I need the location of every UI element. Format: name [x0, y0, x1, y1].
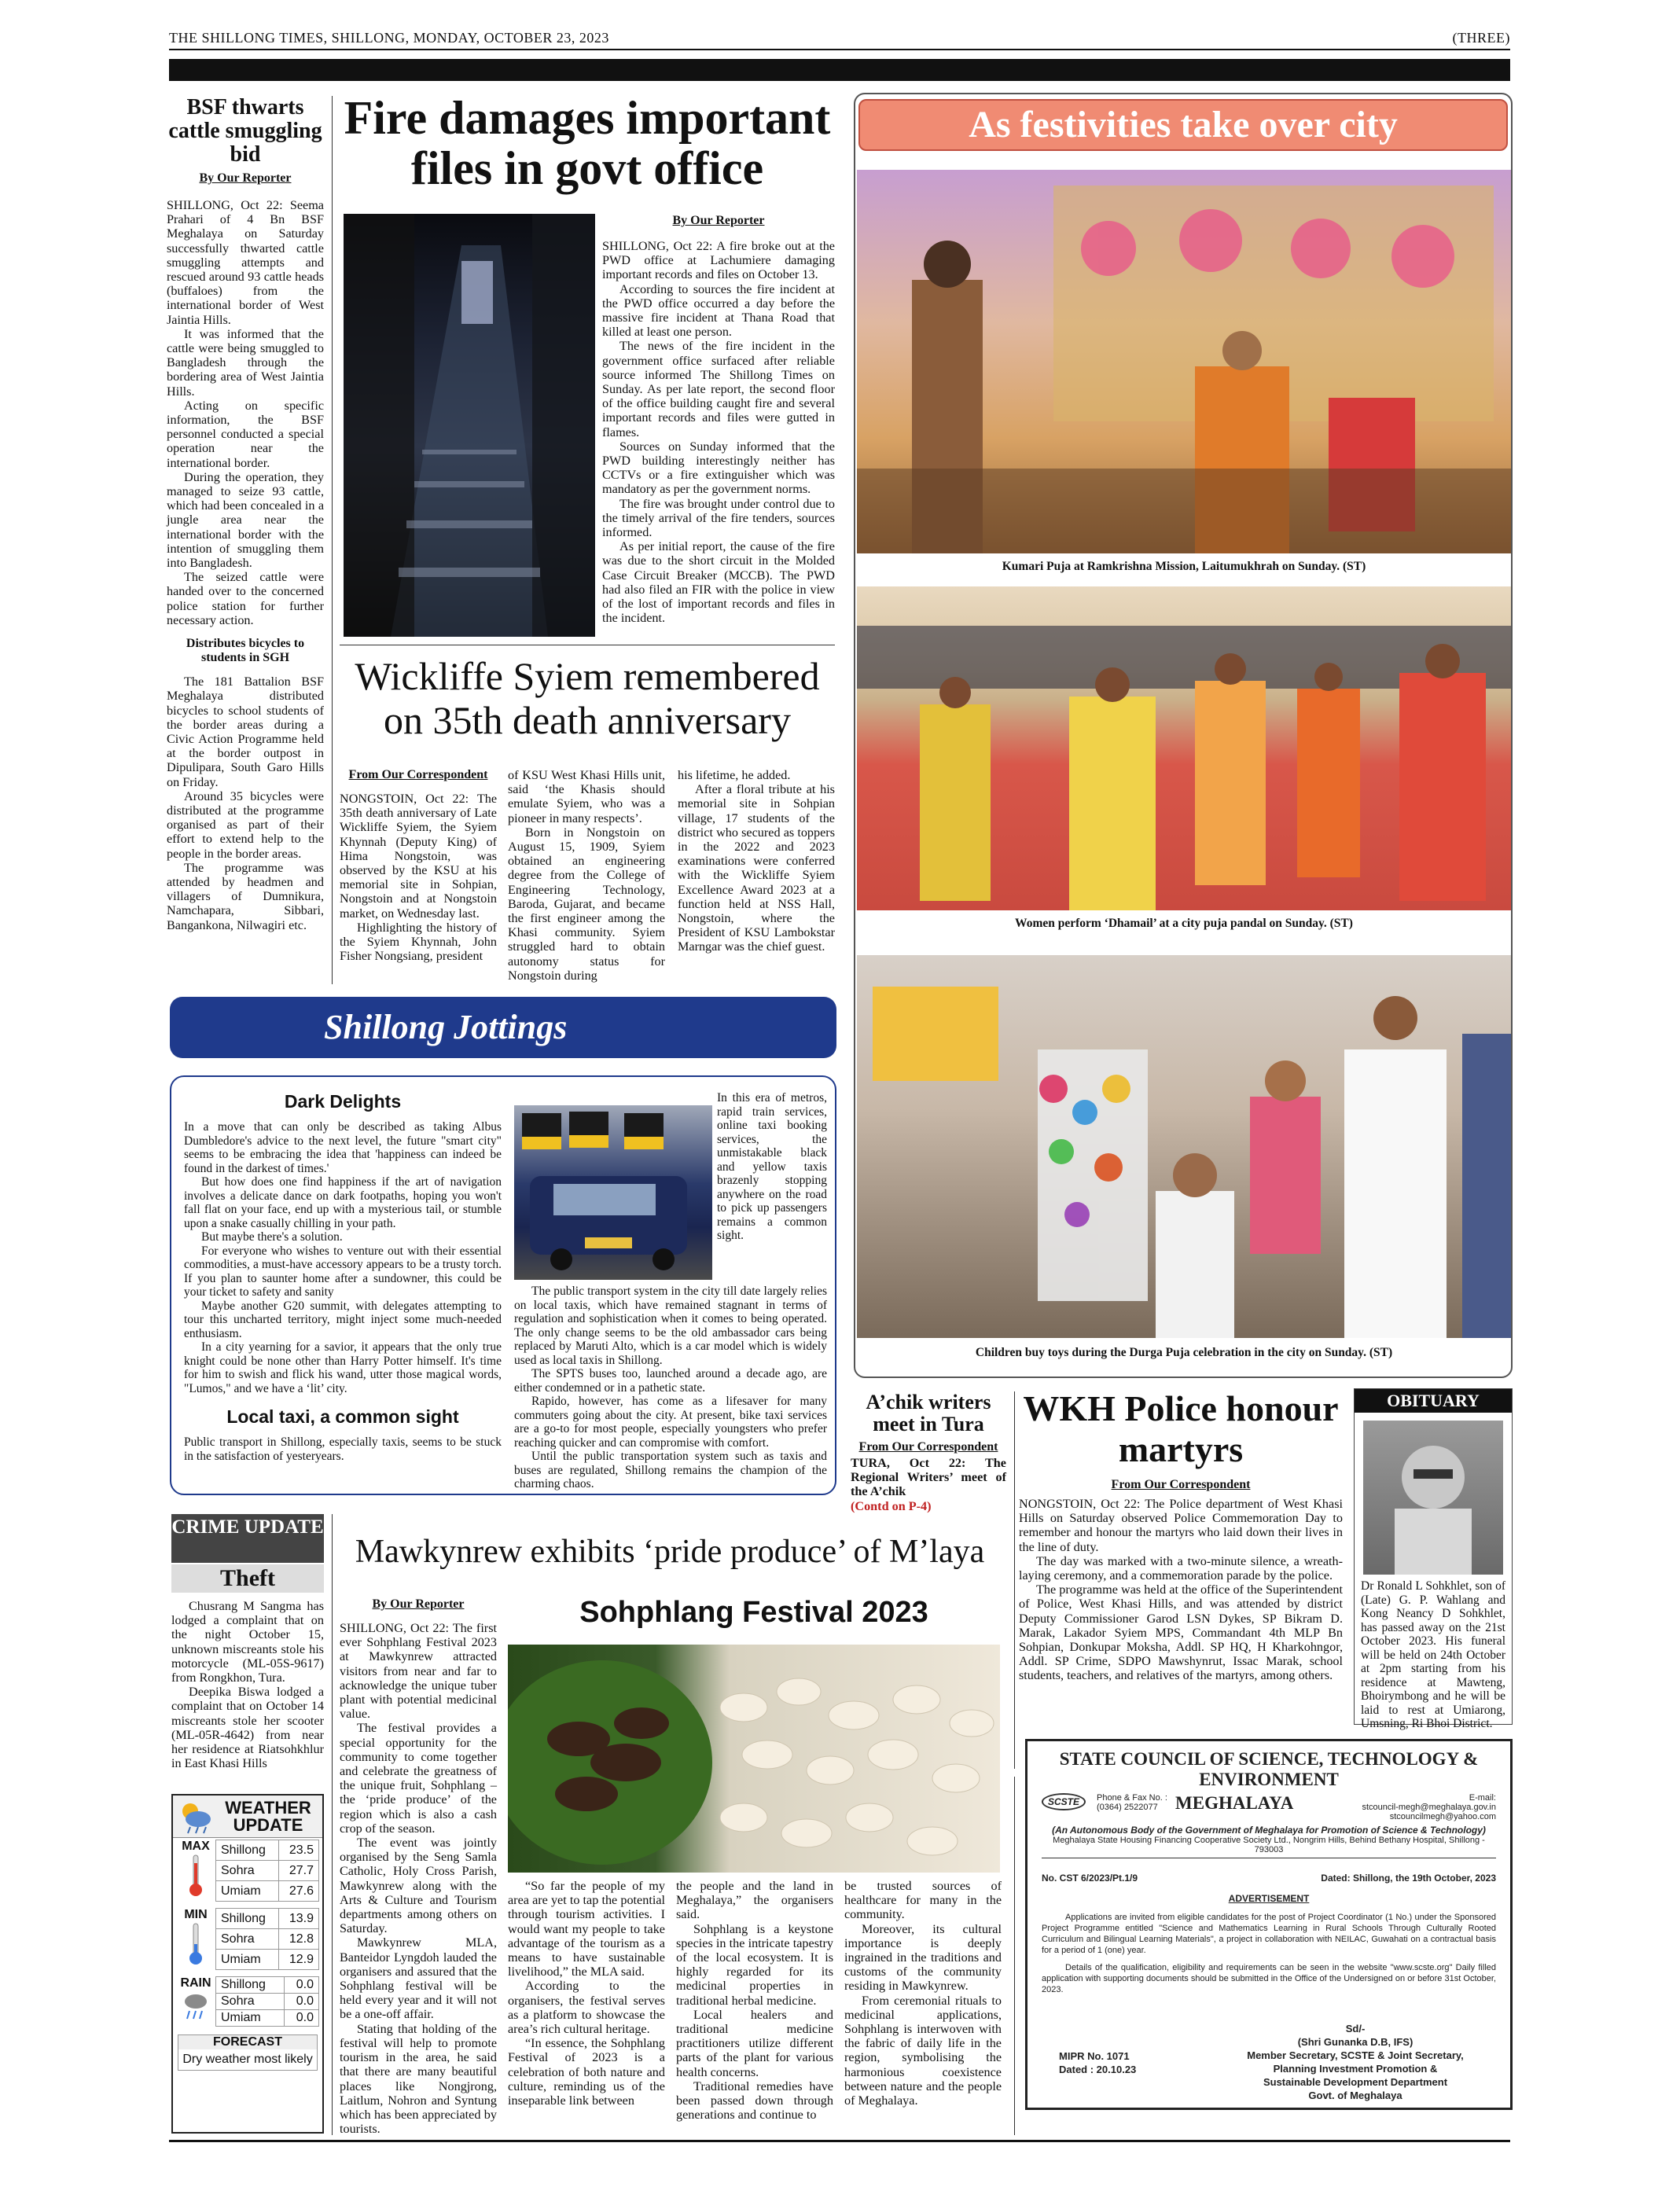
mawkynrew-para: Local healers and traditional medicine practitioners utilize different parts of the plant for various health concerns.: [676, 2007, 833, 2079]
ad-body: Applications are invited from eligible candidates for the post of Project Coordinator (1 No.) under the Sponsored Project Programme entitled "Science and Mathematics Learning in Rural Schools Through Culturally Rooted Curriculum and Bilingual Learning Materials", a project in collaboration with NEILAC, Guwahati on a contractual basis for a period of 1 (one) year.: [1042, 1913, 1496, 1955]
wkh-body: [1019, 1497, 1343, 1683]
ad-body-2: Details of the qualification, eligibility and requirements can be seen in the website "www.scste.org" Daily filled application with supporting documents should be submitted in the Office of the Undersigned on or before 31st October, 2023.: [1042, 1963, 1496, 1994]
ad-contact-row: [1042, 1793, 1496, 1821]
mawkynrew-para: Stating that holding of the festival will help to promote tourism in the area, he said that there are many beautiful places like Nongjrong, Laitlum, Nohron and Syntung which has been appreciated by tourists.: [340, 2021, 497, 2137]
bsf-para: The 181 Battalion BSF Meghalaya distributed bicycles to school students of the border areas during a Civic Action Programme held at the border outpost in Dipulipara, South Garo Hills on Friday.: [167, 674, 324, 789]
jottings-heading-dark: Dark Delights: [284, 1091, 402, 1112]
mawkynrew-para: Moreover, its cultural importance is deeply ingrained in the traditions and customs of the community residing in Mawkynrew.: [844, 1921, 1002, 1994]
weather-row: [216, 1861, 319, 1881]
ad-logo: SCSTE: [1042, 1793, 1086, 1810]
weather-row: [216, 1950, 319, 1970]
ad-email: [1362, 1793, 1496, 1821]
ad-sign-line: (Shri Gunanka D.B, IFS): [1297, 2036, 1413, 2048]
weather-row: [216, 2010, 319, 2027]
bsf-body: [167, 198, 324, 627]
weather-max-label-cell: [176, 1840, 215, 1902]
taxi-photo: [514, 1105, 712, 1280]
weather-value: 0.0: [285, 2010, 319, 2027]
rain-icon: [180, 1990, 211, 2022]
weather-title: WEATHER UPDATE: [225, 1797, 311, 1835]
weather-min: [173, 1903, 322, 1972]
mawkynrew-byline: By Our Reporter: [372, 1597, 465, 1611]
weather-max-label: MAX: [182, 1840, 210, 1853]
mawkynrew-para: be trusted sources of healthcare for many in the community.: [844, 1879, 1002, 1922]
weather-rain: [173, 1972, 322, 2028]
mawkynrew-body-1: [340, 1621, 497, 2136]
ad-sign-line: Sustainable Development Department: [1263, 2076, 1448, 2088]
forecast-label: FORECAST: [178, 2035, 317, 2049]
achik-article: [851, 1391, 1006, 1513]
jottings-para: Public transport in Shillong, especially taxis, seems to be stuck in the satisfaction of yesteryears.: [184, 1435, 502, 1463]
weather-value: 0.0: [285, 1977, 319, 1994]
weather-row: [216, 1909, 319, 1929]
fire-title: Fire damages important files in govt office: [344, 92, 831, 194]
dhamail-photo: [857, 586, 1511, 910]
weather-row: [216, 1881, 319, 1902]
scste-ad: [1025, 1739, 1513, 2110]
ad-sign-line: Member Secretary, SCSTE & Joint Secretary,: [1247, 2049, 1464, 2061]
bsf-para: SHILLONG, Oct 22: Seema Prahari of 4 Bn BSF Meghalaya on Saturday successfully thwarted cattle smuggling attempts and rescued around 93 cattle heads (buffaloes) from the international border of West Jaintia Hills.: [167, 198, 324, 327]
weather-box: [171, 1794, 324, 2134]
fire-para: The news of the fire incident in the government office surfaced after reliable source informed The Shillong Times on Sunday. As per late report, the second floor of the office building caught fire and several important records and files were gutted in flames.: [602, 339, 835, 439]
bsf-para: The seized cattle were handed over to the concerned police station for further necessary action.: [167, 570, 324, 627]
weather-value: 27.7: [279, 1861, 319, 1881]
jottings-para: In a move that can only be described as taking Albus Dumbledore's advice to the next level, the future "smart city" seems to be embracing the idea that 'happiness can indeed be found in the darkest of times.': [184, 1120, 502, 1175]
mawkynrew-para: The event was jointly organised by the Seng Samla Catholic, Holy Cross Parish, Mawkynrew along with the Arts & Culture and Tourism departments among others on Saturday.: [340, 1836, 497, 1936]
fire-photo-art: [344, 214, 595, 637]
weather-value: 23.5: [279, 1840, 319, 1861]
weather-value: 12.8: [279, 1929, 319, 1950]
obituary-text: Dr Ronald L Sohkhlet, son of (Late) G. P. Wahlang and Kong Neancy D Sohkhlet, has passed away on the 21st October 2023. His funeral will be held on 24th October at 2pm starting from his residence at Mawteng, Bhoirymbong and he will be laid to rest at Umiarong, Umsning, Ri Bhoi District.: [1361, 1579, 1505, 1730]
mawkynrew-para: “So far the people of my area are yet to tap the potential through tourism activities. I would want my people to take advantage of the tourism as a means to have sustainable livelihood,” the MLA said.: [508, 1879, 665, 1979]
wkh-para: The programme was held at the office of the Superintendent of Police, West Khasi Hills, and was attended by district Deputy Commissioner Garod LSN Dykes, SP Bikram D. Marak, Lakador Syiem MPS, Commandant 4th MLP Bn Sohpian, Donkupar Moksha, Addl. SP HQ, H Kharkohngor, Addl. SP Crime, SDPO Mawshynrut, Issac Marak, school students, teachers, and relatives of the martyrs, among others.: [1019, 1582, 1343, 1683]
achik-body: [851, 1456, 1006, 1513]
jottings-para: For everyone who wishes to venture out with their essential commodities, a must-have accessory appears to be a trusty torch. If you plan to saunter home after a sundowner, this could be your ticket to safety and sanity: [184, 1244, 502, 1299]
thermometer-hot-icon: [188, 1854, 204, 1898]
taxi-art: [514, 1105, 712, 1280]
bsf-title: BSF thwarts cattle smuggling bid: [168, 95, 322, 167]
wickliffe-para: After a floral tribute at his memorial site in Sohpian village, 17 students of the district who secured as toppers in the 2022 and 2023 examinations were conferred with the Wickliffe Syiem Excellence Award 2023 at a function held at NSS Hall, Nongstoin, where the President of KSU Lambokstar Marngar was the chief guest.: [678, 782, 835, 954]
wickliffe-para: his lifetime, he added.: [678, 768, 791, 782]
wkh-para: The day was marked with a two-minute silence, a wreath-laying ceremony, and a commemoration parade by the police.: [1019, 1553, 1343, 1583]
weather-rain-label: RAIN: [180, 1976, 211, 1990]
ad-email-label: E-mail:: [1469, 1793, 1496, 1803]
crime-body: [171, 1599, 324, 1770]
wkh-byline: From Our Correspondent: [1111, 1478, 1251, 1491]
jottings-para: But how does one find happiness if the art of navigation involves a delicate dance on dark footpaths, hoping you won't fall flat on your face, end up with a mysterious tail, or stumble upon a snake casually chilling in your path.: [184, 1175, 502, 1230]
mawkynrew-para: “In essence, the Sohphlang Festival of 2023 is a celebration of both nature and culture, reminding us of the inseparable link between: [508, 2036, 665, 2108]
ad-email-1: stcouncil-megh@meghalaya.gov.in: [1362, 1803, 1496, 1812]
weather-place: Umiam: [216, 2010, 285, 2027]
weather-min-label: MIN: [184, 1908, 208, 1921]
jottings-para: The SPTS buses too, launched around a decade ago, are either condemned or in a pathetic state.: [514, 1367, 827, 1395]
wickliffe-byline: From Our Correspondent: [348, 768, 488, 781]
obituary-photo: [1363, 1421, 1503, 1575]
column-rule: [1014, 1391, 1015, 1769]
wkh-para: NONGSTOIN, Oct 22: The Police department of West Khasi Hills on Saturday observed Police Commemoration Day to remember and honour the martyrs who laid down their lives in the line of duty.: [1019, 1497, 1343, 1554]
achik-contd: (Contd on P-4): [851, 1498, 932, 1513]
column-rule: [332, 1514, 333, 2135]
ad-ref-date: Dated: Shillong, the 19th October, 2023: [1321, 1873, 1496, 1884]
weather-place: Umiam: [216, 1881, 279, 1902]
jottings-para: Maybe another G20 summit, with delegates attempting to tour this uncharted territory, might inject some much-needed enthusiasm.: [184, 1299, 502, 1340]
ad-signature: [1215, 2022, 1496, 2102]
wickliffe-title: Wickliffe Syiem remembered on 35th death anniversary: [355, 654, 820, 742]
ad-state: MEGHALAYA: [1175, 1793, 1294, 1813]
bsf-body-2: [167, 674, 324, 932]
mawkynrew-para: SHILLONG, Oct 22: The first ever Sohphlang Festival 2023 at Mawkynrew attracted visitors from near and far to acknowledge the unique tuber plant with potential medicinal value.: [340, 1621, 497, 1722]
mawkynrew-para: According to the organisers, the festival serves as a platform to showcase the area’s rich cultural heritage.: [508, 1979, 665, 2037]
footer-rule: [169, 2140, 1510, 2142]
weather-rain-table: [215, 1976, 319, 2027]
weather-row: [216, 1994, 319, 2010]
ad-sub: (An Autonomous Body of the Government of Meghalaya for Promotion of Science & Technology): [1052, 1825, 1486, 1836]
wickliffe-para: Born in Nongstoin on August 15, 1909, Syiem obtained an engineering degree from the College of Engineering Technology, Baroda, Gujarat, and became the first engineer among the Khasi community. Syiem struggled hard to obtain autonomy status for Nongstoin during: [508, 825, 665, 983]
weather-max-table: [215, 1840, 319, 1902]
caption-dhamail: Women perform ‘Dhamail’ at a city puja pandal on Sunday. (ST): [1015, 917, 1353, 930]
bsf-subhead: Distributes bicycles to students in SGH: [186, 637, 305, 665]
obituary-box: [1354, 1388, 1513, 1730]
ad-address: Meghalaya State Housing Financing Cooperative Society Ltd., Nongrim Hills, Behind Bethany Hospital, Shillong - 793003: [1042, 1836, 1496, 1858]
header-rule: [169, 49, 1510, 50]
weather-value: 0.0: [285, 1994, 319, 2010]
mawkynrew-title: Mawkynrew exhibits ‘pride produce’ of M’laya: [355, 1534, 985, 1570]
wkh-title: WKH Police honour martyrs: [1023, 1388, 1339, 1469]
ad-ref-row: [1042, 1873, 1496, 1884]
jottings-body-2: [184, 1435, 502, 1463]
weather-header: [173, 1796, 322, 1838]
crime-label: CRIME UPDATE: [171, 1514, 324, 1563]
column-rule: [332, 96, 333, 984]
caption-toys: Children buy toys during the Durga Puja celebration in the city on Sunday. (ST): [975, 1346, 1393, 1359]
kumari-puja-photo: [857, 170, 1511, 553]
thermometer-cold-icon: [188, 1922, 204, 1966]
weather-max: [173, 1838, 322, 1903]
mawkynrew-para: Sohphlang is a keystone species in the intricate tapestry of the local ecosystem. It is highly regarded for its medicinal properties in traditional herbal medicine.: [676, 1921, 833, 2008]
fire-byline: By Our Reporter: [672, 214, 765, 227]
column-rule: [1014, 1777, 1015, 2135]
weather-value: 27.6: [279, 1881, 319, 1902]
mawkynrew-para: the people and the land in Meghalaya,” the organisers said.: [676, 1879, 833, 1922]
bsf-byline: By Our Reporter: [199, 171, 292, 185]
toys-photo: [857, 955, 1511, 1338]
crime-para: Deepika Biswa lodged a complaint that on October 14 miscreants stole her scooter (ML-05R-4642) from near her residence at Riatsohkhlur in East Khasi Hills: [171, 1685, 324, 1771]
crime-sub: Theft: [171, 1564, 324, 1593]
fire-para: SHILLONG, Oct 22: A fire broke out at the PWD office at Lachumiere damaging important records and files on October 13.: [602, 239, 835, 282]
obituary-label: OBITUARY: [1355, 1389, 1512, 1413]
fire-photo: [344, 214, 595, 637]
ad-org: STATE COUNCIL OF SCIENCE, TECHNOLOGY & ENVIRONMENT: [1059, 1749, 1479, 1789]
jottings-para: In this era of metros, rapid train services, online taxi booking services, the unmistakable black and yellow taxis brazenly stopping anywhere on the road to pick up passengers remains a common sight.: [717, 1091, 827, 1242]
ad-sd: Sd/-: [1345, 2023, 1366, 2034]
mawkynrew-para: Traditional remedies have been passed down through generations and continue to: [676, 2079, 833, 2123]
jottings-para: Rapido, however, has come as a lifesaver for many commuters going about the city. At present, bike taxi services are a go-to for most people, especially youngsters who prefer reaching quicker and can compromise with comfort.: [514, 1395, 827, 1450]
jottings-banner: Shillong Jottings: [170, 997, 836, 1058]
weather-value: 13.9: [279, 1909, 319, 1929]
ad-email-2: stcouncilmegh@yahoo.com: [1389, 1812, 1496, 1821]
black-bar: [169, 59, 1510, 81]
dhamail-art: [857, 586, 1511, 910]
fire-article: [602, 214, 835, 625]
jottings-para: The public transport system in the city till date largely relies on local taxis, which have remained stagnant in terms of regulation and sophistication when it comes to being operated. The only change seems to be the old ambassador cars being replaced by Maruti Alto, which is a car model which is widely used as local taxis in Shillong.: [514, 1285, 827, 1367]
weather-row: [216, 1929, 319, 1950]
kumari-puja-art: [857, 170, 1511, 553]
weather-row: [216, 1977, 319, 1994]
ad-sign-line: Govt. of Meghalaya: [1308, 2090, 1402, 2101]
weather-row: [216, 1840, 319, 1861]
caption-kumari: Kumari Puja at Ramkrishna Mission, Laitumukhrah on Sunday. (ST): [1002, 560, 1366, 573]
wickliffe-para: of KSU West Khasi Hills unit, said ‘the Khasis should emulate Syiem, who was a pioneer in many respects’.: [508, 768, 665, 825]
fire-para: According to sources the fire incident at the PWD office occurred a day before the massive fire incident at Thana Road that killed at least one person.: [602, 281, 835, 340]
fire-para: Sources on Sunday informed that the PWD building interestingly neither has CCTVs or a fire extinguisher which was mandatory as per the government norms.: [602, 439, 835, 497]
wkh-article: [1019, 1388, 1343, 1683]
weather-place: Sohra: [216, 1994, 285, 2010]
bsf-para: Acting on specific information, the BSF personnel conducted a special operation near the international border.: [167, 398, 324, 470]
weather-place: Umiam: [216, 1950, 279, 1970]
jottings-body-1: [184, 1120, 502, 1395]
wickliffe-col-2: [508, 768, 665, 983]
jottings-para: Until the public transportation system such as taxis and buses are regulated, Shillong remains the champion of the charming chaos.: [514, 1450, 827, 1490]
achik-byline: From Our Correspondent: [858, 1440, 998, 1454]
weather-cloud-icon: [178, 1799, 214, 1835]
weather-min-table: [215, 1908, 319, 1970]
crime-para: Chusrang M Sangma has lodged a complaint that on the night October 15, unknown miscreants stole his motorcycle (ML-05S-9617) from Rongkhon, Tura.: [171, 1599, 324, 1685]
bsf-article: [167, 96, 324, 932]
weather-place: Shillong: [216, 1840, 279, 1861]
mawkynrew-col-4: [844, 1879, 1002, 2108]
weather-place: Sohra: [216, 1929, 279, 1950]
ad-heading: ADVERTISEMENT: [1228, 1893, 1310, 1904]
fire-body: [602, 239, 835, 625]
bsf-para: The programme was attended by headmen and villagers of Dumnikura, Namchapara, Sibbari, Bangankona, Nilwagiri etc.: [167, 860, 324, 932]
wickliffe-col-1: [340, 768, 497, 963]
masthead-line: THE SHILLONG TIMES, SHILLONG, MONDAY, OCTOBER 23, 2023: [169, 30, 609, 46]
jottings-para: In a city yearning for a savior, it appears that the only true knight could be none other than Harry Potter himself. It's time for him to swish and flick his wand, utter those magical words, "Lumos," and we have a ‘lit’ city.: [184, 1340, 502, 1395]
weather-rain-label-cell: [176, 1976, 215, 2027]
jottings-heading-taxi: Local taxi, a common sight: [226, 1406, 459, 1427]
festivities-banner: As festivities take over city: [858, 99, 1508, 151]
bsf-para: Around 35 bicycles were distributed at the programme organised as part of their effort to extend help to the people in the border areas.: [167, 788, 324, 861]
achik-text: TURA, Oct 22: The Regional Writers’ meet of the A’chik: [851, 1456, 1006, 1499]
weather-place: Sohra: [216, 1861, 279, 1881]
page-header: [169, 30, 1510, 47]
forecast-text: Dry weather most likely: [182, 2053, 313, 2066]
achik-title: A’chik writers meet in Tura: [866, 1391, 991, 1435]
mawkynrew-para: Mawkynrew MLA, Banteidor Lyngdoh lauded the organisers and assured that the Sohphlang festival will be held every year and it will not be a one-off affair.: [340, 1935, 497, 2022]
weather-min-label-cell: [176, 1908, 215, 1970]
weather-place: Shillong: [216, 1909, 279, 1929]
wickliffe-body-1: [340, 792, 497, 963]
weather-forecast: [178, 2034, 318, 2071]
obituary-portrait: [1363, 1421, 1503, 1575]
sohphlang-photo: [508, 1645, 1000, 1873]
ad-mipr: [1059, 2049, 1136, 2076]
wickliffe-para: Highlighting the history of the Syiem Khynnah, John Fisher Nongsiang, president: [340, 920, 497, 964]
sohphlang-heading: Sohphlang Festival 2023: [579, 1596, 928, 1629]
ad-ref-no: No. CST 6/2023/Pt.1/9: [1042, 1873, 1138, 1884]
mawkynrew-para: From ceremonial rituals to medicinal applications, Sohphlang is interwoven with the fabric of daily life in the region, symbolising the harmonious coexistence between nature and the people of Meghalaya.: [844, 1993, 1002, 2108]
bsf-para: It was informed that the cattle were being smuggled to Bangladesh through the bordering area of West Jaintia Hills.: [167, 326, 324, 399]
jottings-right-top: [717, 1091, 827, 1243]
mawkynrew-col-1: [340, 1597, 497, 2136]
wickliffe-para: NONGSTOIN, Oct 22: The 35th death anniversary of Late Wickliffe Syiem, the Syiem Khynnah (Deputy King) of Hima Nongstoin, was observed by the KSU at his memorial site in Sohpian, Nongstoin and at Nongstoin market, on Wednesday last.: [340, 792, 497, 921]
jottings-left: [184, 1091, 502, 1463]
ad-mipr-no: MIPR No. 1071: [1059, 2050, 1130, 2062]
mawkynrew-col-2: [508, 1879, 665, 2108]
wickliffe-col-3: [678, 768, 835, 954]
page-number: (THREE): [1452, 30, 1510, 46]
ad-mipr-date: Dated : 20.10.23: [1059, 2064, 1137, 2075]
weather-value: 12.9: [279, 1950, 319, 1970]
mawkynrew-para: The festival provides a special opportunity for the community to come together and celebrate the greatness of the unique fruit, Sohphlang – the ‘pride produce’ of the region which is also a cash crop of the season.: [340, 1721, 497, 1836]
jottings-para: But maybe there's a solution.: [201, 1230, 343, 1244]
fire-para: The fire was brought under control due to the timely arrival of the fire tenders, sources informed.: [602, 496, 835, 540]
ad-phone: Phone & Fax No. : (0364) 2522077: [1097, 1793, 1167, 1812]
fire-para: As per initial report, the cause of the fire was due to the short circuit in the Molded Case Circuit Breaker (MCCB). The PWD had also filed an FIR with the police in view of the lost of important records and files in the incident.: [602, 539, 835, 626]
sohphlang-art: [508, 1645, 1000, 1873]
weather-place: Shillong: [216, 1977, 285, 1994]
jottings-right-bottom: [514, 1285, 827, 1491]
toys-art: [857, 955, 1511, 1338]
mawkynrew-col-3: [676, 1879, 833, 2122]
ad-sign-line: Planning Investment Promotion &: [1273, 2063, 1438, 2075]
bsf-para: During the operation, they managed to seize 93 cattle, which had been concealed in a jungle area near the international border with the intention of smuggling them into Bangladesh.: [167, 469, 324, 571]
